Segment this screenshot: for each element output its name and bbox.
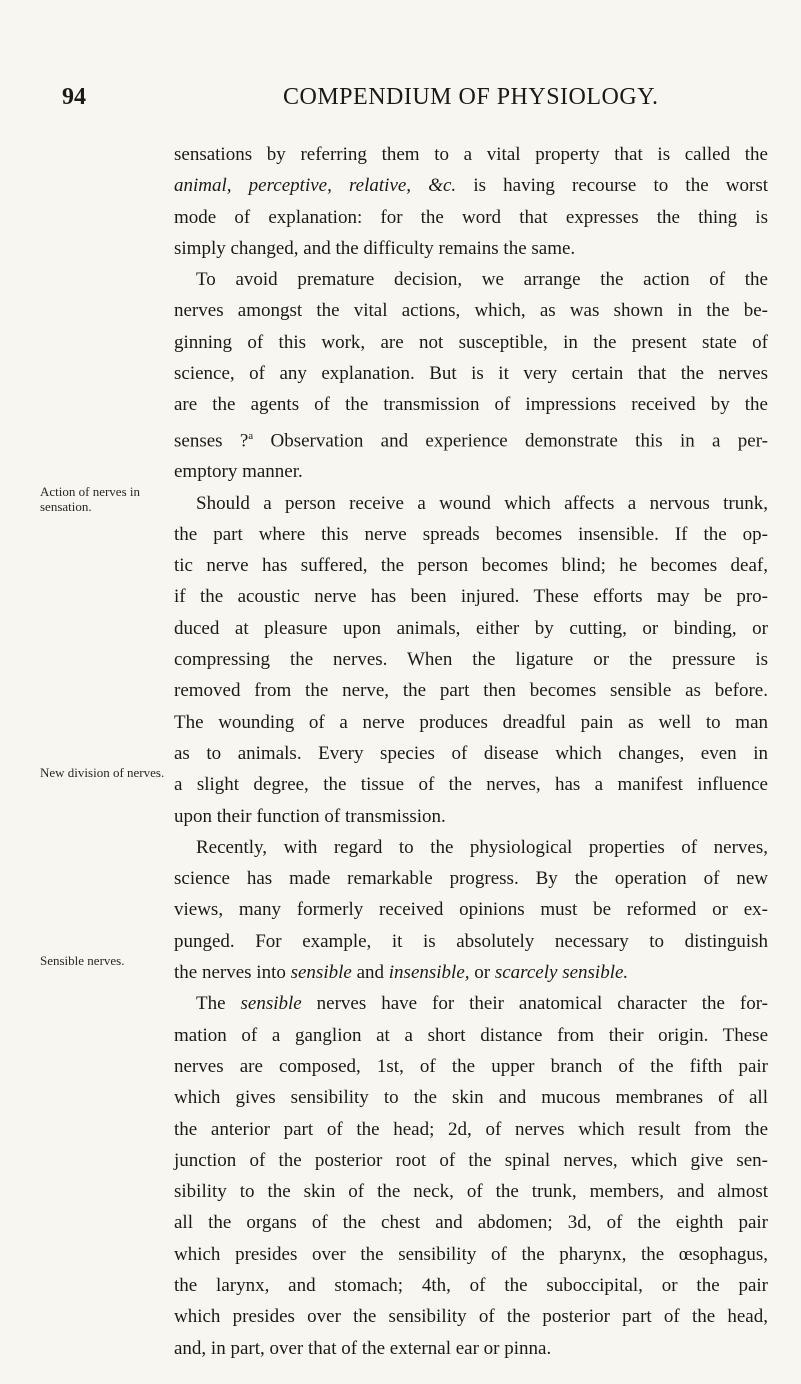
page-header [0, 84, 801, 124]
paragraph-2 [174, 264, 768, 487]
text-line: punged. For example, it is absolutely necessary to distinguish [174, 930, 768, 952]
text-line: compressing the nerves. When the ligature or the pressure is [174, 649, 768, 671]
italic-phrase: animal, perceptive, relative, &c. [174, 175, 457, 197]
text-segment: and [351, 962, 389, 984]
text-line: the larynx, and stomach; 4th, of the suboccipital, or the pair [174, 1275, 768, 1297]
italic-phrase: sensible [290, 962, 352, 984]
text-line: which presides over the sensibility of the posterior part of the head, [174, 1306, 768, 1328]
text-line: nerves are composed, 1st, of the upper branch of the fifth pair [174, 1055, 768, 1077]
text-line: mation of a ganglion at a short distance from their origin. These [174, 1024, 768, 1046]
text-line: mode of explanation: for the word that expresses the thing is [174, 206, 768, 228]
text-line: ginning of this work, are not susceptible, in the present state of [174, 331, 768, 353]
text-line: junction of the posterior root of the spinal nerves, which give sen- [174, 1149, 768, 1171]
paragraph-5 [174, 988, 768, 1364]
text-line: a slight degree, the tissue of the nerves, has a manifest influence [174, 774, 768, 796]
text-line: sensations by referring them to a vital property that is called the [174, 144, 768, 165]
text-line: views, many formerly received opinions must be reformed or ex- [174, 899, 768, 921]
text-line: all the organs of the chest and abdomen; 3d, of the eighth pair [174, 1212, 768, 1234]
text-line [174, 421, 768, 457]
text-line: tic nerve has suffered, the person becomes blind; he becomes deaf, [174, 555, 768, 577]
italic-phrase: sensible [240, 993, 302, 1015]
text-line: removed from the nerve, the part then becomes sensible as before. [174, 680, 768, 702]
text-segment: The [196, 993, 241, 1015]
text-line: Should a person receive a wound which affects a nervous trunk, [196, 492, 768, 514]
text-line: sibility to the skin of the neck, of the trunk, members, and almost [174, 1181, 768, 1203]
text-line [174, 988, 768, 1019]
body-text [174, 139, 768, 1364]
text-line: science, of any explanation. But is it very certain that the nerves [174, 363, 768, 385]
text-line: the anterior part of the head; 2d, of nerves which result from the [174, 1118, 768, 1140]
margin-note-new-division: New division of nerves. [40, 765, 165, 780]
text-segment: is having recourse to the worst [456, 175, 768, 197]
text-line: Recently, with regard to the physiological properties of nerves, [196, 836, 768, 858]
text-line: The wounding of a nerve produces dreadful pain as well to man [174, 711, 768, 733]
text-segment: Observation and experience demonstrate this in a per- [253, 430, 768, 451]
paragraph-1 [174, 139, 768, 264]
text-line: emptory manner. [174, 461, 303, 483]
paragraph-4 [174, 832, 768, 988]
text-line: which gives sensibility to the skin and mucous membranes of all [174, 1087, 768, 1109]
italic-phrase: insensible, [388, 962, 470, 984]
text-segment: or [469, 962, 495, 984]
running-title: COMPENDIUM OF PHYSIOLOGY. [283, 84, 659, 110]
text-line: nerves amongst the vital actions, which, as was shown in the be- [174, 300, 768, 322]
text-line: the part where this nerve spreads becomes insensible. If the op- [174, 523, 768, 545]
paragraph-3 [174, 488, 768, 832]
text-segment: the nerves into [174, 962, 291, 984]
text-line: science has made remarkable progress. By the operation of new [174, 868, 768, 890]
margin-note-sensible-nerves: Sensible nerves. [40, 953, 125, 968]
italic-phrase: scarcely sensible. [494, 962, 629, 984]
text-line [174, 957, 768, 988]
text-line: To avoid premature decision, we arrange the action of the [196, 269, 768, 291]
text-segment: senses ? [174, 430, 249, 451]
text-line: if the acoustic nerve has been injured. These efforts may be pro- [174, 586, 768, 608]
text-line: upon their function of transmission. [174, 805, 446, 827]
text-line: duced at pleasure upon animals, either by cutting, or binding, or [174, 617, 768, 639]
text-line: and, in part, over that of the external ear or pinna. [174, 1337, 552, 1359]
text-line: are the agents of the transmission of impressions received by the [174, 394, 768, 416]
text-line: simply changed, and the difficulty remains the same. [174, 237, 576, 259]
text-line: as to animals. Every species of disease which changes, even in [174, 742, 768, 764]
margin-note-action-of-nerves: Action of nerves in sensation. [40, 484, 141, 514]
text-line: which presides over the sensibility of the pharynx, the œsophagus, [174, 1243, 768, 1265]
page-number: 94 [62, 84, 86, 110]
footnote-marker: a [248, 429, 254, 442]
text-line [174, 170, 768, 201]
text-segment: nerves have for their anatomical character the for- [301, 993, 769, 1015]
